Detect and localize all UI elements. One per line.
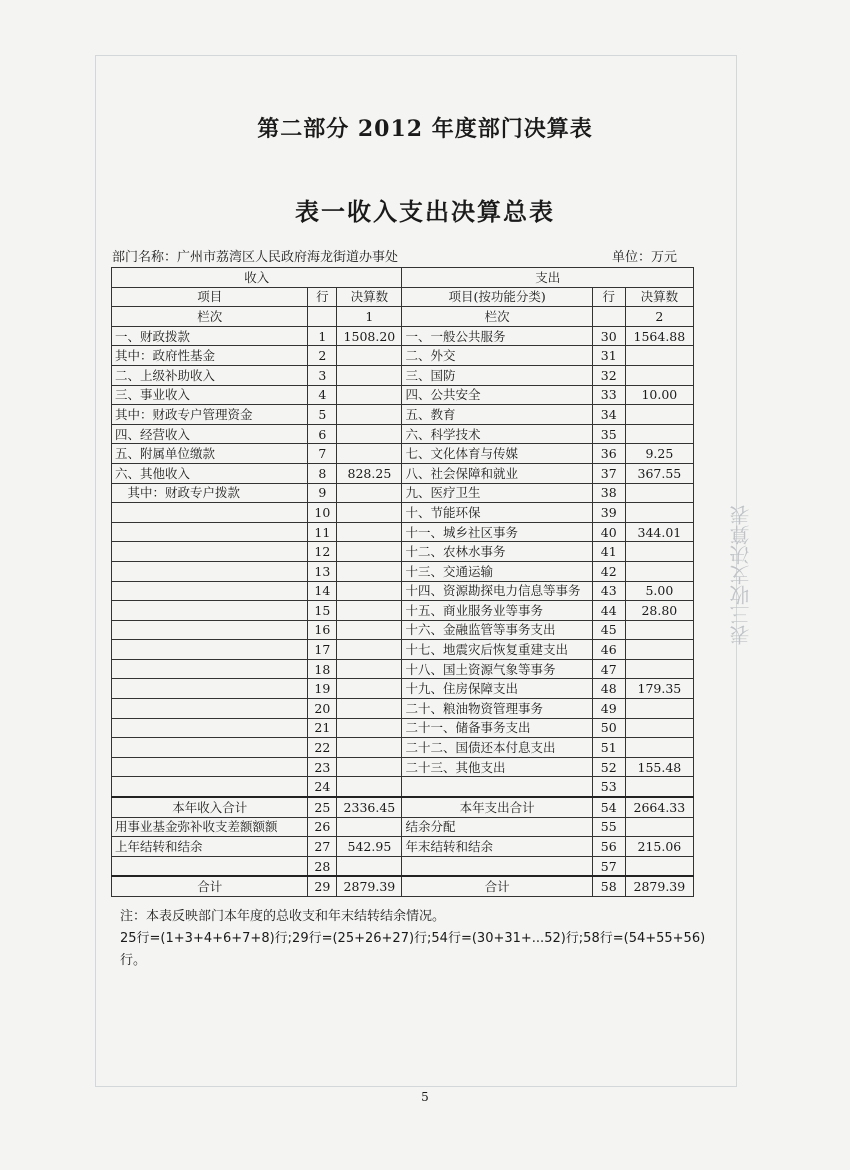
expense-amount-cell: 215.06 [625,837,693,857]
table-row [112,876,694,896]
income-item-cell [112,503,308,523]
expense-line-cell: 31 [592,346,625,366]
note-line-1: 注：本表反映部门本年度的总收支和年末结转结余情况。 [120,909,446,924]
expense-amount-cell [625,483,693,503]
expense-amount-cell [625,346,693,366]
income-item-cell: 其中：政府性基金 [112,346,308,366]
expense-line-cell: 34 [592,405,625,425]
expense-amount-cell [625,405,693,425]
expense-line-cell: 38 [592,483,625,503]
income-line-cell: 11 [308,522,337,542]
expense-item-cell: 三、国防 [402,365,592,385]
expense-amount-cell: 2664.33 [625,797,693,817]
income-line-cell: 16 [308,620,337,640]
income-line-cell: 2 [308,346,337,366]
table-row [112,797,694,817]
income-line-cell: 26 [308,817,337,837]
expense-item-cell: 十二、农林水事务 [402,542,592,562]
income-amount-cell: 1508.20 [337,326,402,346]
income-amount-cell [337,679,402,699]
table-row [112,326,694,346]
expense-line-cell: 33 [592,385,625,405]
header-row-column-index [112,307,694,327]
show-through-text: 表三收支决算表 [729,505,753,645]
unit-label: 单位：万元 [612,250,678,265]
income-amount-cell [337,738,402,758]
income-item-cell: 用事业基金弥补收支差额额额 [112,817,308,837]
expense-item-cell: 十九、住房保障支出 [402,679,592,699]
expense-item-cell: 十六、金融监管等事务支出 [402,620,592,640]
income-item-cell: 一、财政拨款 [112,326,308,346]
income-item-cell: 合计 [112,876,308,896]
table-row [112,581,694,601]
column-index-1: 1 [337,307,402,327]
income-amount-cell [337,699,402,719]
col-header-amount-2: 决算数 [625,287,693,307]
expense-amount-cell: 28.80 [625,601,693,621]
table-row [112,718,694,738]
col-header-amount: 决算数 [337,287,402,307]
expense-item-cell: 本年支出合计 [402,797,592,817]
expense-line-cell: 40 [592,522,625,542]
expense-item-cell: 八、社会保障和就业 [402,463,592,483]
income-item-cell [112,679,308,699]
income-line-cell: 9 [308,483,337,503]
income-item-cell: 四、经营收入 [112,424,308,444]
table-row [112,463,694,483]
income-amount-cell [337,757,402,777]
income-item-cell: 五、附属单位缴款 [112,444,308,464]
expense-amount-cell [625,738,693,758]
income-line-cell: 18 [308,659,337,679]
income-amount-cell [337,444,402,464]
income-line-cell: 14 [308,581,337,601]
expense-line-cell: 37 [592,463,625,483]
income-amount-cell [337,718,402,738]
expense-amount-cell: 9.25 [625,444,693,464]
col-header-line: 行 [308,287,337,307]
table-row [112,385,694,405]
expense-item-cell: 一、一般公共服务 [402,326,592,346]
expense-amount-cell: 344.01 [625,522,693,542]
table-row [112,503,694,523]
expense-amount-cell [625,561,693,581]
income-amount-cell [337,542,402,562]
expense-item-cell: 十三、交通运输 [402,561,592,581]
budget-table [111,267,694,897]
expense-group-header: 支出 [402,268,694,288]
expense-item-cell: 七、文化体育与传媒 [402,444,592,464]
table-row [112,777,694,797]
section-title: 第二部分 2012 年度部门决算表 [257,116,593,142]
income-item-cell: 上年结转和结余 [112,837,308,857]
income-amount-cell [337,385,402,405]
table-row [112,424,694,444]
expense-amount-cell [625,659,693,679]
income-amount-cell [337,581,402,601]
income-amount-cell [337,365,402,385]
expense-amount-cell [625,424,693,444]
income-item-cell [112,581,308,601]
income-line-cell: 23 [308,757,337,777]
expense-line-cell: 39 [592,503,625,523]
income-amount-cell [337,659,402,679]
col-header-item: 项目 [112,287,308,307]
expense-amount-cell [625,620,693,640]
column-index-2: 2 [625,307,693,327]
income-amount-cell [337,640,402,660]
income-item-cell [112,620,308,640]
income-line-cell: 29 [308,876,337,896]
income-group-header: 收入 [112,268,402,288]
income-line-cell: 21 [308,718,337,738]
expense-item-cell [402,856,592,876]
expense-line-cell: 41 [592,542,625,562]
income-line-cell: 17 [308,640,337,660]
income-line-cell: 24 [308,777,337,797]
table-row [112,346,694,366]
income-amount-cell [337,817,402,837]
expense-line-cell: 55 [592,817,625,837]
expense-line-cell: 58 [592,876,625,896]
income-amount-cell [337,856,402,876]
table-row [112,601,694,621]
expense-amount-cell [625,817,693,837]
income-line-cell: 28 [308,856,337,876]
table-row [112,620,694,640]
income-item-cell: 其中：财政专户拨款 [112,483,308,503]
income-amount-cell [337,346,402,366]
expense-item-cell: 九、医疗卫生 [402,483,592,503]
expense-line-cell: 30 [592,326,625,346]
income-item-cell [112,640,308,660]
table-row [112,856,694,876]
income-line-cell: 13 [308,561,337,581]
expense-amount-cell [625,856,693,876]
expense-amount-cell [625,718,693,738]
income-item-cell [112,757,308,777]
table-row [112,444,694,464]
expense-item-cell: 十四、资源勘探电力信息等事务 [402,581,592,601]
expense-amount-cell: 179.35 [625,679,693,699]
income-line-cell: 25 [308,797,337,817]
table-row [112,837,694,857]
expense-line-cell: 50 [592,718,625,738]
header-row-columns [112,287,694,307]
expense-item-cell: 五、教育 [402,405,592,425]
expense-item-cell: 合计 [402,876,592,896]
income-amount-cell [337,620,402,640]
expense-amount-cell [625,365,693,385]
expense-item-cell: 六、科学技术 [402,424,592,444]
expense-item-cell: 十、节能环保 [402,503,592,523]
table-row [112,640,694,660]
expense-line-cell: 57 [592,856,625,876]
expense-line-cell: 48 [592,679,625,699]
expense-item-cell: 二十一、储备事务支出 [402,718,592,738]
table-title: 表一收入支出决算总表 [295,198,555,226]
expense-amount-cell [625,503,693,523]
table-row [112,561,694,581]
expense-line-cell: 51 [592,738,625,758]
income-line-cell: 12 [308,542,337,562]
header-row-groups [112,268,694,288]
expense-amount-cell: 2879.39 [625,876,693,896]
expense-amount-cell [625,777,693,797]
expense-item-cell: 四、公共安全 [402,385,592,405]
table-row [112,757,694,777]
income-amount-cell [337,561,402,581]
income-item-cell [112,522,308,542]
income-line-cell: 27 [308,837,337,857]
expense-amount-cell: 367.55 [625,463,693,483]
expense-amount-cell [625,640,693,660]
expense-amount-cell: 1564.88 [625,326,693,346]
income-item-cell: 本年收入合计 [112,797,308,817]
income-amount-cell [337,503,402,523]
expense-line-cell: 52 [592,757,625,777]
expense-item-cell [402,777,592,797]
table-row [112,483,694,503]
income-item-cell [112,561,308,581]
expense-amount-cell: 155.48 [625,757,693,777]
expense-item-cell: 十五、商业服务业等事务 [402,601,592,621]
table-row [112,365,694,385]
income-item-cell: 三、事业收入 [112,385,308,405]
income-item-cell: 其中：财政专户管理资金 [112,405,308,425]
income-line-cell: 6 [308,424,337,444]
expense-line-cell: 32 [592,365,625,385]
expense-line-cell: 42 [592,561,625,581]
income-item-cell [112,542,308,562]
expense-amount-cell [625,699,693,719]
income-item-cell [112,718,308,738]
column-index-label-2: 栏次 [402,307,592,327]
income-line-cell: 3 [308,365,337,385]
income-line-cell: 7 [308,444,337,464]
income-item-cell [112,777,308,797]
income-line-cell: 10 [308,503,337,523]
expense-amount-cell [625,542,693,562]
income-item-cell [112,601,308,621]
income-amount-cell [337,522,402,542]
income-amount-cell: 828.25 [337,463,402,483]
income-item-cell [112,856,308,876]
income-item-cell [112,659,308,679]
expense-line-cell: 49 [592,699,625,719]
income-item-cell [112,738,308,758]
income-line-cell: 15 [308,601,337,621]
expense-line-cell: 45 [592,620,625,640]
income-amount-cell: 2336.45 [337,797,402,817]
table-row [112,817,694,837]
expense-line-cell: 36 [592,444,625,464]
income-line-cell: 20 [308,699,337,719]
note-line-3: 行。 [120,953,147,968]
expense-amount-cell: 5.00 [625,581,693,601]
income-amount-cell: 2879.39 [337,876,402,896]
income-amount-cell [337,777,402,797]
expense-item-cell: 十八、国土资源气象等事务 [402,659,592,679]
page-number: 5 [421,1090,429,1104]
table-row [112,522,694,542]
expense-item-cell: 结余分配 [402,817,592,837]
expense-item-cell: 二十、粮油物资管理事务 [402,699,592,719]
expense-item-cell: 二十三、其他支出 [402,757,592,777]
income-line-cell: 22 [308,738,337,758]
income-item-cell: 二、上级补助收入 [112,365,308,385]
income-amount-cell [337,405,402,425]
table-row [112,542,694,562]
table-row [112,679,694,699]
expense-item-cell: 十一、城乡社区事务 [402,522,592,542]
expense-line-cell: 47 [592,659,625,679]
col-header-item-functional: 项目(按功能分类) [402,287,592,307]
expense-line-cell: 46 [592,640,625,660]
column-index-label: 栏次 [112,307,308,327]
expense-line-cell: 54 [592,797,625,817]
department-name: 部门名称：广州市荔湾区人民政府海龙街道办事处 [112,250,399,265]
expense-item-cell: 十七、地震灾后恢复重建支出 [402,640,592,660]
table-row [112,405,694,425]
expense-item-cell: 年末结转和结余 [402,837,592,857]
expense-item-cell: 二十二、国债还本付息支出 [402,738,592,758]
expense-line-cell: 35 [592,424,625,444]
income-item-cell: 六、其他收入 [112,463,308,483]
expense-item-cell: 二、外交 [402,346,592,366]
income-line-cell: 19 [308,679,337,699]
expense-line-cell: 53 [592,777,625,797]
expense-line-cell: 56 [592,837,625,857]
expense-line-cell: 43 [592,581,625,601]
table-row [112,659,694,679]
table-row [112,738,694,758]
income-line-cell: 8 [308,463,337,483]
income-item-cell [112,699,308,719]
income-amount-cell [337,483,402,503]
income-line-cell: 4 [308,385,337,405]
note-line-2: 25行=(1+3+4+6+7+8)行;29行=(25+26+27)行;54行=(30+31+...52)行;58行=(54+55+56) [120,931,706,946]
income-amount-cell: 542.95 [337,837,402,857]
income-line-cell: 1 [308,326,337,346]
income-amount-cell [337,424,402,444]
expense-line-cell: 44 [592,601,625,621]
table-row [112,699,694,719]
col-header-line-2: 行 [592,287,625,307]
income-amount-cell [337,601,402,621]
income-line-cell: 5 [308,405,337,425]
expense-amount-cell: 10.00 [625,385,693,405]
